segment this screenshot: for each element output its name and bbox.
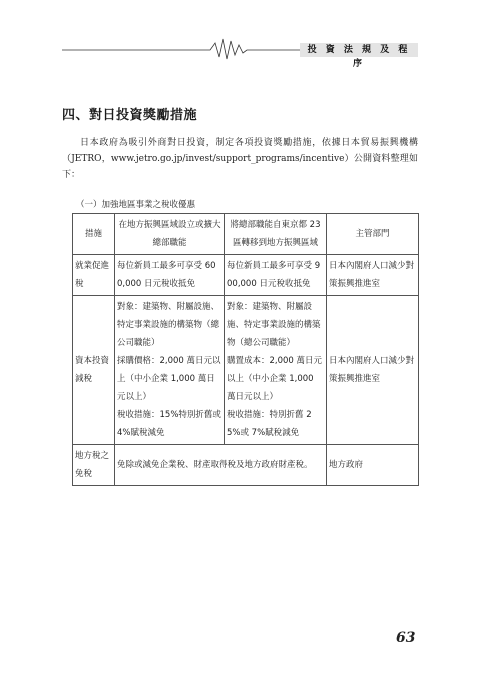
row-relocate: 每位新員工最多可享受 900,000 日元稅收抵免 [225,255,327,296]
row-local: 每位新員工最多可享受 600,000 日元稅收抵免 [115,255,225,296]
cell-line: 購置成本：2,000 萬日元以上（中小企業 1,000 萬日元以上） [227,356,323,402]
incentives-table [72,213,419,486]
table-row [73,296,419,445]
section-heading: 四、對日投資獎勵措施 [62,108,198,123]
row-measure: 資本投資減稅 [73,296,115,445]
cell-line: 對象：建築物、附屬設施、特定事業設施的構築物（總公司職能） [117,302,220,348]
table-header-row [73,214,419,255]
row-measure: 地方稅之免稅 [73,445,115,486]
header-local: 在地方振興區域設立或擴大總部職能 [115,214,225,255]
row-local [115,296,225,445]
cell-line: 稅收措施：特別折舊 25%或 7%賦稅減免 [227,410,312,438]
table-row [73,255,419,296]
header-relocate: 將總部職能自東京都 23 區轉移到地方振興區域 [225,214,327,255]
header-ministry: 主管部門 [327,214,419,255]
cell-line: 對象：建築物、附屬設施、特定事業設施的構築物（總公司職能） [227,302,321,348]
header-measure: 措施 [73,214,115,255]
row-measure: 就業促進稅 [73,255,115,296]
row-ministry: 地方政府 [327,445,419,486]
row-ministry: 日本內閣府人口減少對策振興推進室 [327,255,419,296]
row-relocate [225,296,327,445]
page-number: 63 [396,630,416,646]
table-caption: （一）加強地區事業之稅收優惠 [76,200,196,210]
header-section-label: 投 資 法 規 及 程 序 [300,43,418,57]
table-row [73,445,419,486]
cell-line: 採購價格：2,000 萬日元以上（中小企業 1,000 萬日元以上） [117,356,221,402]
row-ministry: 日本內閣府人口減少對策振興推進室 [327,296,419,445]
intro-paragraph: 日本政府為吸引外商對日投資，制定各項投資獎勵措施，依據日本貿易振興機構（JETRO，www.jetro.go.jp/invest/support_programs/incentive）公開資料整理如下： [62,138,418,180]
row-merged-description: 免除或減免企業稅、財產取得稅及地方政府財產稅。 [115,445,327,486]
cell-line: 稅收措施：15%特別折舊或 4%賦稅減免 [117,410,221,438]
